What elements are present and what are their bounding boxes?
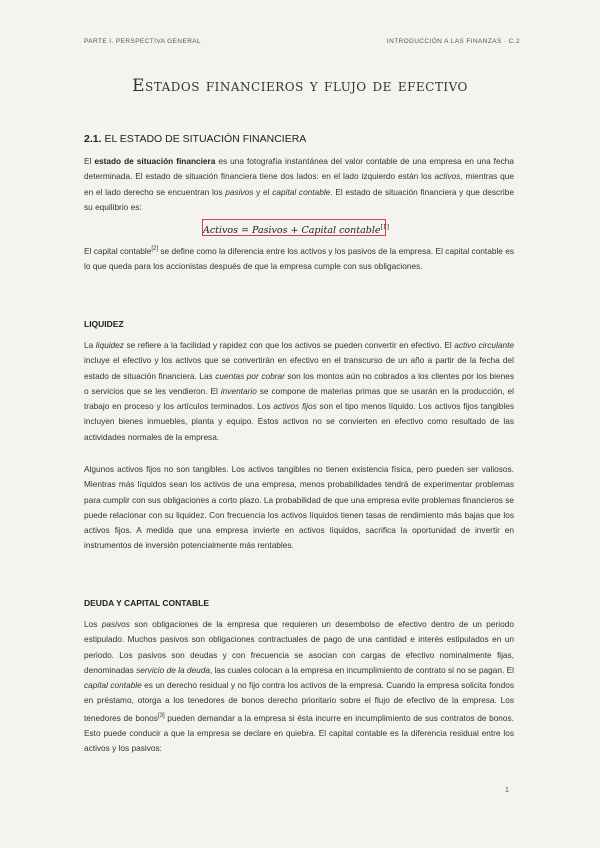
header-right: INTRODUCCIÓN A LAS FINANZAS · C.2 [386, 38, 520, 45]
text-run: son los montos aún no cobrados a los clientes por los bienes o servicios que se les vendieron. El [84, 370, 514, 396]
text-run: El [84, 156, 95, 166]
italic-term: liquidez [95, 340, 124, 350]
italic-term: servicio de la deuda [136, 664, 210, 675]
text-run: y el [253, 186, 273, 197]
text-run: se compone de materias primas que se usarán en la producción, el trabajo en proceso y los artículos terminados. Los [84, 385, 515, 412]
text-run: Los [84, 619, 102, 629]
document-title: Estados financieros y flujo de efectivo [132, 76, 468, 96]
text-run: pueden demandar a la empresa si ésta incurre en incumplimiento de sus contratos de bonos. Esto puede conducir a que la empresa se declare en quiebra. El capital contable es la diferencia residual entre los activos y los pasivos: [84, 712, 514, 754]
liquidez-heading: LIQUIDEZ [84, 319, 124, 329]
text-run: es un derecho residual y no fijo contra los activos de la empresa. Cuando la empresa solicita fondos en préstamo, otorga a los tenedores de bonos derecho prioritario sobre el flujo de efectivo de la empresa. Los tenedores de bonos [84, 680, 514, 723]
intro-paragraph-2 [84, 242, 514, 274]
liquidez-paragraph-2 [84, 462, 514, 554]
text-run: incluye el efectivo y los activos que se convertirán en efectivo en el transcurso de un año a partir de la fecha del estado de situación financiera. Las [84, 355, 514, 381]
text-run: La [84, 340, 96, 350]
italic-term: cuentas por cobrar [215, 370, 285, 381]
section-title: EL ESTADO DE SITUACIÓN FINANCIERA [104, 133, 307, 145]
italic-term: capital contable [84, 680, 142, 691]
italic-term: capital contable [272, 186, 331, 197]
text-run: El capital contable [84, 245, 152, 256]
footnote-ref[interactable]: [1] [380, 224, 389, 231]
intro-paragraph-1 [84, 154, 514, 215]
italic-term: pasivos [225, 186, 254, 197]
page-number: 1 [505, 787, 509, 794]
text-run: , mientras que en el lado derecho se encuentran los [84, 171, 514, 197]
italic-term: pasivos [101, 619, 130, 629]
liquidez-paragraph-1 [84, 338, 514, 445]
header-left: PARTE I. PERSPECTIVA GENERAL [84, 38, 202, 45]
italic-term: activos fijos [273, 401, 317, 412]
text-run: se refiere a la facilidad y rapidez con que los activos se pueden convertir en efectivo. El [123, 340, 455, 350]
text-run: son obligaciones de la empresa que requieren un desembolso de efectivo dentro de un periodo estipulado. Muchos pasivos son obligaciones contractuales de pago de una cantidad e interés estipulados en un periodo. Los pasivos son deudas y con frecuencia se asocian con cargas de efectivo nominalmente fijas, denominadas [84, 619, 514, 675]
italic-term: inventario [220, 385, 257, 396]
section-number: 2.1. [84, 133, 102, 145]
footnote-ref[interactable]: [3] [157, 712, 165, 719]
footnote-ref[interactable]: [2] [151, 246, 159, 252]
text-run: son el tipo menos líquido. Los activos fijos tangibles incluyen bienes inmuebles, planta y equipo. Estos activos no se convierten en efectivo como resultado de las actividades normales de la empresa. [84, 401, 514, 442]
text-run: es una fotografía instantánea del valor contable de una empresa en una fecha determinada. El estado de situación financiera tiene dos lados: en el lado izquierdo están los [84, 156, 514, 182]
text-run: , las cuales colocan a la empresa en incumplimiento de contrato si no se pagan. El [209, 664, 514, 675]
equation-text: Activos = Pasivos + Capital contable [203, 225, 381, 237]
text-run: . El estado de situación financiera y que describe su equilibrio es: [84, 186, 514, 212]
deuda-heading: DEUDA Y CAPITAL CONTABLE [84, 598, 209, 608]
balance-equation [202, 219, 389, 237]
running-header [84, 38, 520, 45]
section-heading [84, 133, 306, 145]
text-run: se define como la diferencia entre los activos y los pasivos de la empresa. El capital contable es lo que queda para los accionistas después de que la empresa cumple con sus obligaciones. [84, 245, 514, 272]
paragraph-text: Algunos activos fijos no son tangibles. Los activos tangibles no tienen existencia física, pero pueden ser valiosos. Mientras más líquidos sean los activos de una empresa, menos probabilidades tendrá de experimentar problemas para cumplir con sus obligaciones a corto plazo. La probabilidad de que una empresa evite problemas financieros se puede relacionar con su liquidez. Con frecuencia los activos líquidos tienen tasas de rendimiento más bajas que los activos fijos. A medida que una empresa invierte en activos líquidos, sacrifica la oportunidad de invertir en instrumentos de inversión potencialmente más rentables. [84, 464, 514, 551]
italic-term: activos [434, 171, 461, 182]
deuda-paragraph-1 [84, 617, 514, 756]
italic-term: activo circulante [454, 340, 514, 350]
bold-term: estado de situación financiera [94, 156, 216, 166]
